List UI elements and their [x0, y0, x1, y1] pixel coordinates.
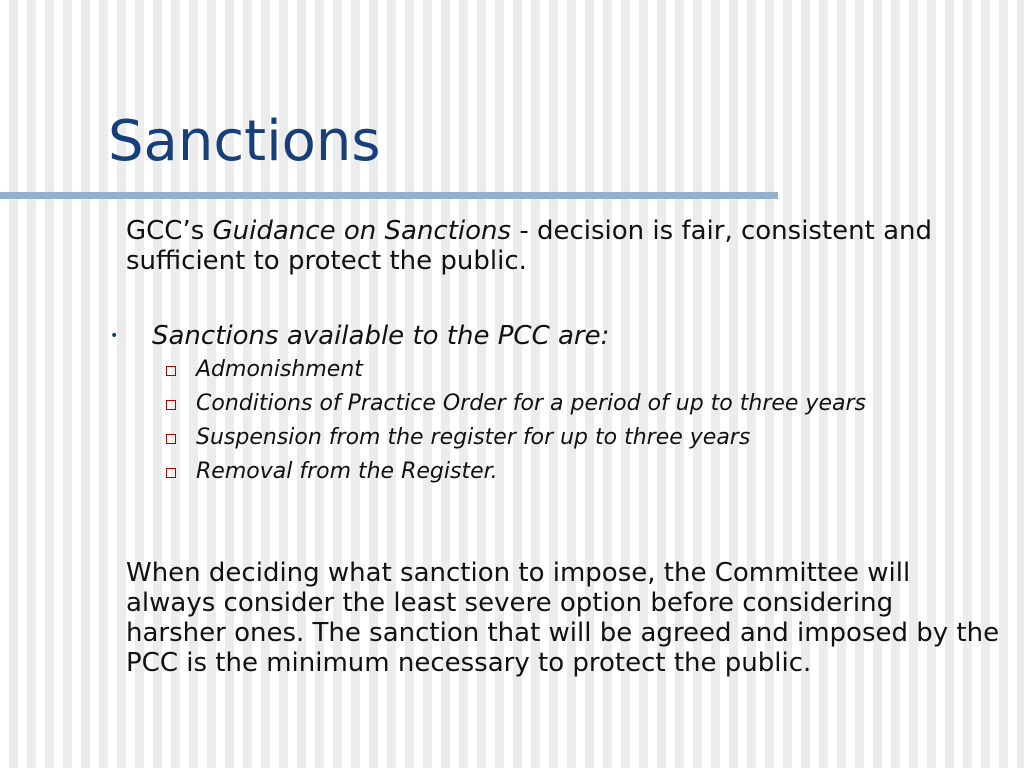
intro-paragraph — [126, 216, 996, 276]
title-divider — [0, 192, 778, 199]
hollow-square-bullet-icon — [166, 400, 176, 410]
closing-paragraph: When deciding what sanction to impose, the Committee will always consider the least severe option before considering harsher ones. The sanction that will be agreed and imposed by the PCC is the minimum necessary to protect the public. — [126, 558, 1000, 678]
intro-prefix: GCC’s — [126, 216, 213, 246]
hollow-square-bullet-icon — [166, 468, 176, 478]
intro-emphasis: Guidance on Sanctions — [212, 216, 512, 246]
sublist-item — [162, 356, 992, 384]
slide-title: Sanctions — [108, 109, 381, 174]
sublist-item-text: Conditions of Practice Order for a period of up to three years — [196, 391, 866, 416]
hollow-square-bullet-icon — [166, 434, 176, 444]
bullet-text: Sanctions available to the PCC are: — [152, 321, 610, 351]
sublist-item-text: Removal from the Register. — [196, 459, 498, 484]
sublist-item — [162, 424, 992, 452]
intro-suffix: - decision is fair, consistent and sufficient to protect the public. — [126, 216, 933, 276]
hollow-square-bullet-icon — [166, 366, 176, 376]
sublist-item-text: Admonishment — [196, 357, 363, 382]
sanctions-sublist — [162, 356, 992, 492]
sublist-item — [162, 458, 992, 486]
sublist-item — [162, 390, 992, 418]
round-bullet-icon: • — [110, 328, 119, 344]
sublist-item-text: Suspension from the register for up to three years — [196, 425, 751, 450]
